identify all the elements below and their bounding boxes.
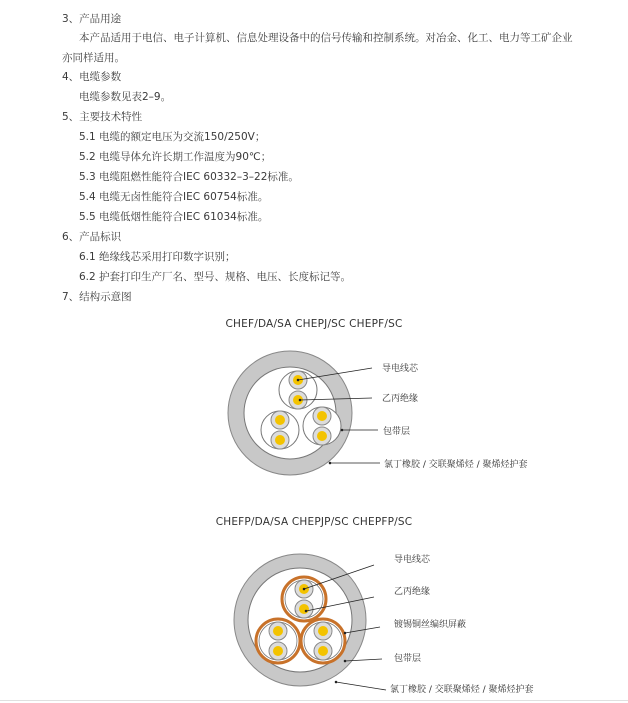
section-5-item: 5.5 电缆低烟性能符合IEC 61034标准。: [79, 211, 269, 223]
section-6-title: 6、产品标识: [62, 231, 122, 243]
section-4-title: 4、电缆参数: [62, 71, 122, 83]
label-sheath: 氯丁橡胶 / 交联聚烯烃 / 聚烯烃护套: [384, 460, 528, 470]
label-tape-layer: 包带层: [383, 427, 411, 437]
diagram-1-caption: CHEF/DA/SA CHEPJ/SC CHEPF/SC: [225, 318, 403, 330]
label-conductor: 导电线芯: [382, 364, 419, 374]
core-pair: [303, 407, 341, 445]
diagram-2-caption: CHEFP/DA/SA CHEPJP/SC CHEPFP/SC: [215, 516, 413, 528]
section-3-title: 3、产品用途: [62, 13, 122, 25]
core-pair: [261, 411, 299, 449]
section-5-item: 5.2 电缆导体允许长期工作温度为90℃；: [79, 151, 272, 163]
label-sheath: 氯丁橡胶 / 交联聚烯烃 / 聚烯烃护套: [390, 685, 534, 695]
section-6-item: 6.2 护套打印生产厂名、型号、规格、电压、长度标记等。: [79, 271, 352, 283]
label-insulation: 乙丙绝缘: [394, 587, 431, 597]
cable-cross-section-2: [234, 554, 386, 690]
section-3-body: 本产品适用于电信、电子计算机、信息处理设备中的信号传输和控制系统。对冶金、化工、电力等工矿企业亦同样适用。: [62, 32, 573, 64]
section-5-item: 5.1 电缆的额定电压为交流150/250V；: [79, 131, 266, 143]
label-insulation: 乙丙绝缘: [382, 394, 419, 404]
label-conductor: 导电线芯: [394, 555, 431, 565]
section-7-title: 7、结构示意图: [62, 291, 132, 303]
section-5-item: 5.4 电缆无卤性能符合IEC 60754标准。: [79, 191, 269, 203]
page-bottom-rule: [0, 700, 628, 701]
shielded-core-pair: [301, 619, 345, 663]
leader-line: [336, 682, 386, 690]
cable-cross-section-1: [228, 351, 380, 475]
label-tape-layer: 包带层: [394, 654, 422, 664]
label-braid-shield: 镀锡铜丝编织屏蔽: [394, 620, 467, 630]
section-6-item: 6.1 绝缘线芯采用打印数字识别；: [79, 251, 236, 263]
section-5-item: 5.3 电缆阻燃性能符合IEC 60332–3–22标准。: [79, 171, 299, 183]
shielded-core-pair: [256, 619, 300, 663]
section-5-title: 5、主要技术特性: [62, 111, 143, 123]
section-4-body: 电缆参数见表2–9。: [79, 91, 172, 103]
core-pair: [279, 371, 317, 409]
